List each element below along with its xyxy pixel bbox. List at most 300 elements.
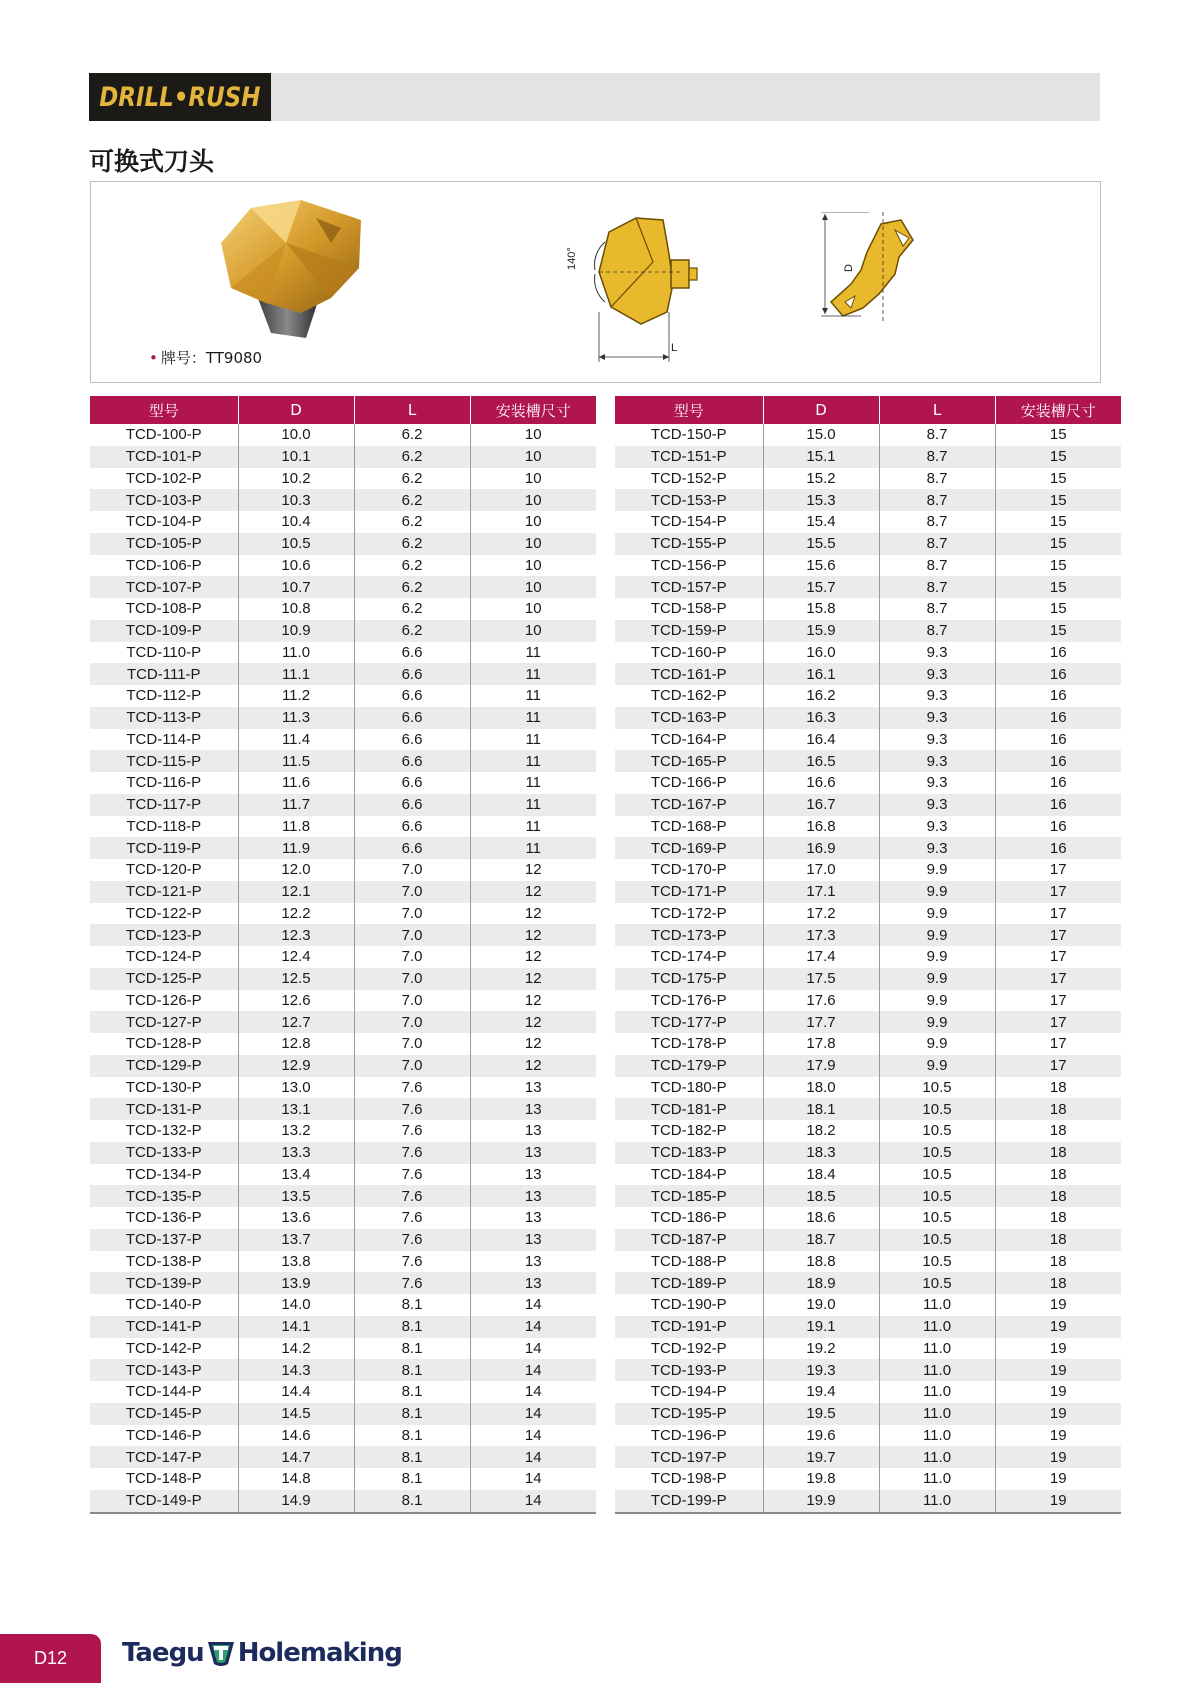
cell-l: 6.2: [354, 576, 470, 598]
cell-d: 17.6: [763, 990, 879, 1012]
cell-l: 6.6: [354, 685, 470, 707]
cell-l: 8.1: [354, 1294, 470, 1316]
cell-d: 11.0: [238, 642, 354, 664]
table-row: [615, 555, 1121, 577]
cell-d: 10.4: [238, 511, 354, 533]
cell-l: 7.6: [354, 1098, 470, 1120]
table-row: [90, 468, 596, 490]
table-row: [615, 1207, 1121, 1229]
col-header-slot: 安装槽尺寸: [995, 396, 1121, 424]
table-row: [615, 685, 1121, 707]
logo-text: DRILL•RUSH: [99, 81, 261, 113]
brand-suffix: Holemaking: [237, 1638, 402, 1668]
cell-slot: 10: [470, 446, 596, 468]
table-row: [615, 1425, 1121, 1447]
cell-d: 13.1: [238, 1098, 354, 1120]
cell-d: 16.9: [763, 837, 879, 859]
table-row: [615, 1098, 1121, 1120]
table-row: [615, 1011, 1121, 1033]
table-row: [615, 707, 1121, 729]
cell-slot: 16: [995, 750, 1121, 772]
cell-model: TCD-159-P: [615, 620, 763, 642]
cell-d: 16.4: [763, 729, 879, 751]
cell-model: TCD-128-P: [90, 1033, 238, 1055]
table-row: [615, 729, 1121, 751]
cell-slot: 16: [995, 729, 1121, 751]
spec-table-left: [90, 396, 596, 1514]
cell-d: 19.5: [763, 1403, 879, 1425]
cell-l: 8.1: [354, 1359, 470, 1381]
cell-slot: 17: [995, 990, 1121, 1012]
cell-model: TCD-118-P: [90, 816, 238, 838]
cell-model: TCD-112-P: [90, 685, 238, 707]
table-row: [90, 1120, 596, 1142]
cell-l: 6.6: [354, 772, 470, 794]
cell-model: TCD-119-P: [90, 837, 238, 859]
table-row: [90, 1077, 596, 1099]
cell-l: 8.1: [354, 1425, 470, 1447]
cell-d: 11.3: [238, 707, 354, 729]
cell-slot: 17: [995, 946, 1121, 968]
cell-d: 15.6: [763, 555, 879, 577]
table-row: [615, 946, 1121, 968]
table-row: [90, 1229, 596, 1251]
col-header-slot: 安装槽尺寸: [470, 396, 596, 424]
cell-slot: 17: [995, 968, 1121, 990]
cell-l: 10.5: [879, 1164, 995, 1186]
table-row: [615, 1055, 1121, 1077]
cell-model: TCD-196-P: [615, 1425, 763, 1447]
cell-model: TCD-189-P: [615, 1272, 763, 1294]
cell-l: 9.3: [879, 816, 995, 838]
cell-model: TCD-107-P: [90, 576, 238, 598]
cell-slot: 17: [995, 1033, 1121, 1055]
cell-model: TCD-129-P: [90, 1055, 238, 1077]
cell-l: 8.7: [879, 424, 995, 446]
cell-model: TCD-135-P: [90, 1185, 238, 1207]
cell-slot: 13: [470, 1164, 596, 1186]
table-row: [90, 1425, 596, 1447]
table-row: [615, 642, 1121, 664]
table-row: [90, 729, 596, 751]
cell-slot: 16: [995, 837, 1121, 859]
cell-slot: 12: [470, 903, 596, 925]
cell-l: 7.0: [354, 859, 470, 881]
cell-slot: 12: [470, 881, 596, 903]
table-row: [90, 794, 596, 816]
table-row: [90, 837, 596, 859]
cell-model: TCD-145-P: [90, 1403, 238, 1425]
table-row: [615, 1381, 1121, 1403]
cell-slot: 19: [995, 1446, 1121, 1468]
cell-l: 7.0: [354, 1033, 470, 1055]
cell-d: 14.2: [238, 1338, 354, 1360]
cell-d: 19.8: [763, 1468, 879, 1490]
cell-d: 16.7: [763, 794, 879, 816]
cell-l: 8.1: [354, 1468, 470, 1490]
cell-l: 9.9: [879, 990, 995, 1012]
cell-d: 19.4: [763, 1381, 879, 1403]
cell-slot: 15: [995, 576, 1121, 598]
cell-d: 18.3: [763, 1142, 879, 1164]
cell-l: 11.0: [879, 1338, 995, 1360]
cell-slot: 13: [470, 1272, 596, 1294]
table-row: [90, 1011, 596, 1033]
table-row: [615, 772, 1121, 794]
cell-d: 10.9: [238, 620, 354, 642]
table-row: [615, 1272, 1121, 1294]
cell-model: TCD-106-P: [90, 555, 238, 577]
cell-slot: 14: [470, 1468, 596, 1490]
cell-model: TCD-124-P: [90, 946, 238, 968]
cell-slot: 11: [470, 642, 596, 664]
cell-model: TCD-101-P: [90, 446, 238, 468]
cell-slot: 10: [470, 489, 596, 511]
cell-l: 6.2: [354, 424, 470, 446]
cell-slot: 10: [470, 555, 596, 577]
cell-l: 7.0: [354, 924, 470, 946]
cell-d: 14.1: [238, 1316, 354, 1338]
cell-slot: 19: [995, 1316, 1121, 1338]
cell-d: 13.8: [238, 1251, 354, 1273]
cell-d: 15.8: [763, 598, 879, 620]
cell-d: 12.6: [238, 990, 354, 1012]
drill-head-photo: [211, 198, 371, 348]
table-row: [90, 663, 596, 685]
table-row: [615, 576, 1121, 598]
table-row: [90, 511, 596, 533]
table-row: [90, 1468, 596, 1490]
cell-l: 7.6: [354, 1229, 470, 1251]
cell-d: 18.7: [763, 1229, 879, 1251]
cell-d: 15.7: [763, 576, 879, 598]
table-row: [90, 555, 596, 577]
cell-l: 8.1: [354, 1490, 470, 1513]
cell-d: 14.3: [238, 1359, 354, 1381]
cell-model: TCD-103-P: [90, 489, 238, 511]
cell-l: 8.1: [354, 1403, 470, 1425]
cell-slot: 12: [470, 859, 596, 881]
cell-model: TCD-127-P: [90, 1011, 238, 1033]
page-number-tab: [0, 1634, 101, 1683]
cell-l: 6.2: [354, 533, 470, 555]
table-row: [90, 750, 596, 772]
table-row: [615, 990, 1121, 1012]
cell-d: 10.0: [238, 424, 354, 446]
cell-l: 6.6: [354, 794, 470, 816]
table-header-row: [90, 396, 596, 424]
cell-l: 9.9: [879, 1055, 995, 1077]
cell-slot: 18: [995, 1142, 1121, 1164]
table-row: [615, 750, 1121, 772]
cell-slot: 11: [470, 837, 596, 859]
cell-d: 19.2: [763, 1338, 879, 1360]
col-header-d: D: [763, 396, 879, 424]
cell-slot: 13: [470, 1142, 596, 1164]
table-row: [615, 794, 1121, 816]
cell-model: TCD-147-P: [90, 1446, 238, 1468]
cell-d: 19.3: [763, 1359, 879, 1381]
angle-label: 140°: [566, 247, 578, 270]
cell-l: 7.0: [354, 881, 470, 903]
cell-slot: 12: [470, 924, 596, 946]
cell-model: TCD-183-P: [615, 1142, 763, 1164]
cell-d: 13.3: [238, 1142, 354, 1164]
cell-slot: 13: [470, 1251, 596, 1273]
cell-model: TCD-134-P: [90, 1164, 238, 1186]
cell-d: 17.4: [763, 946, 879, 968]
cell-slot: 13: [470, 1120, 596, 1142]
cell-d: 13.5: [238, 1185, 354, 1207]
cell-l: 9.9: [879, 903, 995, 925]
cell-l: 11.0: [879, 1490, 995, 1513]
cell-model: TCD-102-P: [90, 468, 238, 490]
cell-model: TCD-141-P: [90, 1316, 238, 1338]
cell-d: 14.0: [238, 1294, 354, 1316]
cell-l: 7.0: [354, 990, 470, 1012]
cell-l: 11.0: [879, 1403, 995, 1425]
cell-l: 8.7: [879, 620, 995, 642]
table-row: [90, 620, 596, 642]
cell-d: 17.8: [763, 1033, 879, 1055]
cell-d: 12.0: [238, 859, 354, 881]
cell-d: 15.4: [763, 511, 879, 533]
table-row: [90, 1055, 596, 1077]
cell-l: 6.6: [354, 729, 470, 751]
cell-d: 14.5: [238, 1403, 354, 1425]
table-row: [615, 1316, 1121, 1338]
cell-model: TCD-171-P: [615, 881, 763, 903]
page-number: D12: [33, 1648, 68, 1668]
cell-model: TCD-139-P: [90, 1272, 238, 1294]
cell-model: TCD-132-P: [90, 1120, 238, 1142]
cell-slot: 12: [470, 946, 596, 968]
cell-slot: 14: [470, 1359, 596, 1381]
cell-l: 10.5: [879, 1098, 995, 1120]
cell-model: TCD-184-P: [615, 1164, 763, 1186]
cell-slot: 11: [470, 729, 596, 751]
cell-l: 7.6: [354, 1077, 470, 1099]
table-row: [615, 924, 1121, 946]
table-row: [615, 1468, 1121, 1490]
table-row: [90, 1251, 596, 1273]
cell-l: 9.9: [879, 924, 995, 946]
cell-l: 9.3: [879, 729, 995, 751]
cell-d: 13.6: [238, 1207, 354, 1229]
cell-model: TCD-117-P: [90, 794, 238, 816]
cell-l: 6.2: [354, 468, 470, 490]
table-row: [90, 685, 596, 707]
cell-d: 12.4: [238, 946, 354, 968]
cell-l: 11.0: [879, 1468, 995, 1490]
cell-slot: 10: [470, 620, 596, 642]
cell-model: TCD-113-P: [90, 707, 238, 729]
cell-slot: 10: [470, 598, 596, 620]
cell-d: 18.1: [763, 1098, 879, 1120]
cell-model: TCD-175-P: [615, 968, 763, 990]
cell-slot: 11: [470, 707, 596, 729]
table-row: [90, 1272, 596, 1294]
cell-model: TCD-109-P: [90, 620, 238, 642]
cell-model: TCD-174-P: [615, 946, 763, 968]
spec-table-right: [615, 396, 1121, 1514]
cell-slot: 12: [470, 1011, 596, 1033]
table-row: [615, 1338, 1121, 1360]
cell-model: TCD-123-P: [90, 924, 238, 946]
cell-l: 11.0: [879, 1446, 995, 1468]
cell-l: 6.2: [354, 555, 470, 577]
cell-slot: 16: [995, 685, 1121, 707]
table-row: [90, 1185, 596, 1207]
table-row: [90, 1164, 596, 1186]
cell-d: 14.4: [238, 1381, 354, 1403]
cell-model: TCD-168-P: [615, 816, 763, 838]
cell-l: 7.0: [354, 1055, 470, 1077]
cell-l: 10.5: [879, 1207, 995, 1229]
cell-model: TCD-149-P: [90, 1490, 238, 1513]
table-row: [90, 489, 596, 511]
cell-l: 9.3: [879, 837, 995, 859]
taegu-t-logo-icon: [206, 1638, 236, 1668]
cell-model: TCD-182-P: [615, 1120, 763, 1142]
cell-d: 11.2: [238, 685, 354, 707]
cell-model: TCD-181-P: [615, 1098, 763, 1120]
cell-d: 10.1: [238, 446, 354, 468]
cell-slot: 19: [995, 1403, 1121, 1425]
cell-l: 9.3: [879, 685, 995, 707]
cell-slot: 18: [995, 1077, 1121, 1099]
cell-slot: 19: [995, 1490, 1121, 1513]
cell-model: TCD-100-P: [90, 424, 238, 446]
cell-d: 10.2: [238, 468, 354, 490]
cell-l: 6.6: [354, 663, 470, 685]
cell-slot: 11: [470, 816, 596, 838]
cell-l: 7.6: [354, 1120, 470, 1142]
cell-l: 7.0: [354, 968, 470, 990]
cell-model: TCD-116-P: [90, 772, 238, 794]
cell-l: 11.0: [879, 1359, 995, 1381]
cell-l: 8.7: [879, 533, 995, 555]
table-row: [90, 1316, 596, 1338]
cell-d: 11.8: [238, 816, 354, 838]
brand-label: 牌号：TT9080: [160, 349, 263, 367]
cell-slot: 17: [995, 1055, 1121, 1077]
cell-slot: 10: [470, 468, 596, 490]
cell-l: 6.2: [354, 511, 470, 533]
cell-d: 18.4: [763, 1164, 879, 1186]
cell-model: TCD-157-P: [615, 576, 763, 598]
cell-model: TCD-187-P: [615, 1229, 763, 1251]
cell-slot: 14: [470, 1425, 596, 1447]
cell-d: 14.7: [238, 1446, 354, 1468]
cell-model: TCD-115-P: [90, 750, 238, 772]
cell-model: TCD-111-P: [90, 663, 238, 685]
cell-model: TCD-166-P: [615, 772, 763, 794]
cell-d: 16.6: [763, 772, 879, 794]
cell-d: 16.3: [763, 707, 879, 729]
table-row: [90, 642, 596, 664]
cell-l: 7.6: [354, 1207, 470, 1229]
cell-slot: 11: [470, 772, 596, 794]
table-row: [90, 446, 596, 468]
table-row: [615, 859, 1121, 881]
cell-slot: 15: [995, 620, 1121, 642]
table-row: [90, 1098, 596, 1120]
cell-model: TCD-190-P: [615, 1294, 763, 1316]
cell-d: 19.6: [763, 1425, 879, 1447]
cell-slot: 15: [995, 446, 1121, 468]
table-row: [615, 1251, 1121, 1273]
cell-slot: 17: [995, 881, 1121, 903]
cell-slot: 11: [470, 794, 596, 816]
table-row: [90, 707, 596, 729]
cell-slot: 14: [470, 1446, 596, 1468]
cell-d: 17.2: [763, 903, 879, 925]
cell-d: 12.1: [238, 881, 354, 903]
cell-slot: 19: [995, 1381, 1121, 1403]
cell-l: 11.0: [879, 1316, 995, 1338]
cell-d: 14.6: [238, 1425, 354, 1447]
cell-l: 6.6: [354, 837, 470, 859]
cell-slot: 18: [995, 1185, 1121, 1207]
cell-d: 12.8: [238, 1033, 354, 1055]
cell-model: TCD-164-P: [615, 729, 763, 751]
cell-model: TCD-104-P: [90, 511, 238, 533]
cell-d: 10.7: [238, 576, 354, 598]
cell-model: TCD-143-P: [90, 1359, 238, 1381]
cell-l: 9.3: [879, 794, 995, 816]
cell-slot: 14: [470, 1403, 596, 1425]
cell-l: 9.9: [879, 881, 995, 903]
cell-model: TCD-152-P: [615, 468, 763, 490]
col-header-l: L: [354, 396, 470, 424]
table-row: [90, 1359, 596, 1381]
cell-d: 11.1: [238, 663, 354, 685]
table-row: [90, 1403, 596, 1425]
table-row: [615, 1185, 1121, 1207]
table-row: [615, 1120, 1121, 1142]
cell-model: TCD-172-P: [615, 903, 763, 925]
cell-l: 8.1: [354, 1446, 470, 1468]
cell-model: TCD-130-P: [90, 1077, 238, 1099]
cell-slot: 16: [995, 816, 1121, 838]
cell-slot: 15: [995, 533, 1121, 555]
cell-model: TCD-133-P: [90, 1142, 238, 1164]
cell-l: 9.9: [879, 946, 995, 968]
cell-d: 10.6: [238, 555, 354, 577]
cell-l: 6.2: [354, 446, 470, 468]
cell-d: 12.7: [238, 1011, 354, 1033]
cell-slot: 15: [995, 489, 1121, 511]
cell-l: 8.1: [354, 1381, 470, 1403]
cell-slot: 18: [995, 1207, 1121, 1229]
cell-d: 13.7: [238, 1229, 354, 1251]
cell-l: 9.9: [879, 1033, 995, 1055]
cell-slot: 12: [470, 990, 596, 1012]
cell-l: 7.0: [354, 946, 470, 968]
cell-d: 17.3: [763, 924, 879, 946]
table-row: [615, 1359, 1121, 1381]
cell-slot: 16: [995, 794, 1121, 816]
cell-d: 15.1: [763, 446, 879, 468]
cell-l: 10.5: [879, 1229, 995, 1251]
cell-d: 19.7: [763, 1446, 879, 1468]
cell-d: 18.5: [763, 1185, 879, 1207]
cell-slot: 15: [995, 468, 1121, 490]
table-row: [90, 533, 596, 555]
cell-l: 7.6: [354, 1142, 470, 1164]
cell-model: TCD-176-P: [615, 990, 763, 1012]
